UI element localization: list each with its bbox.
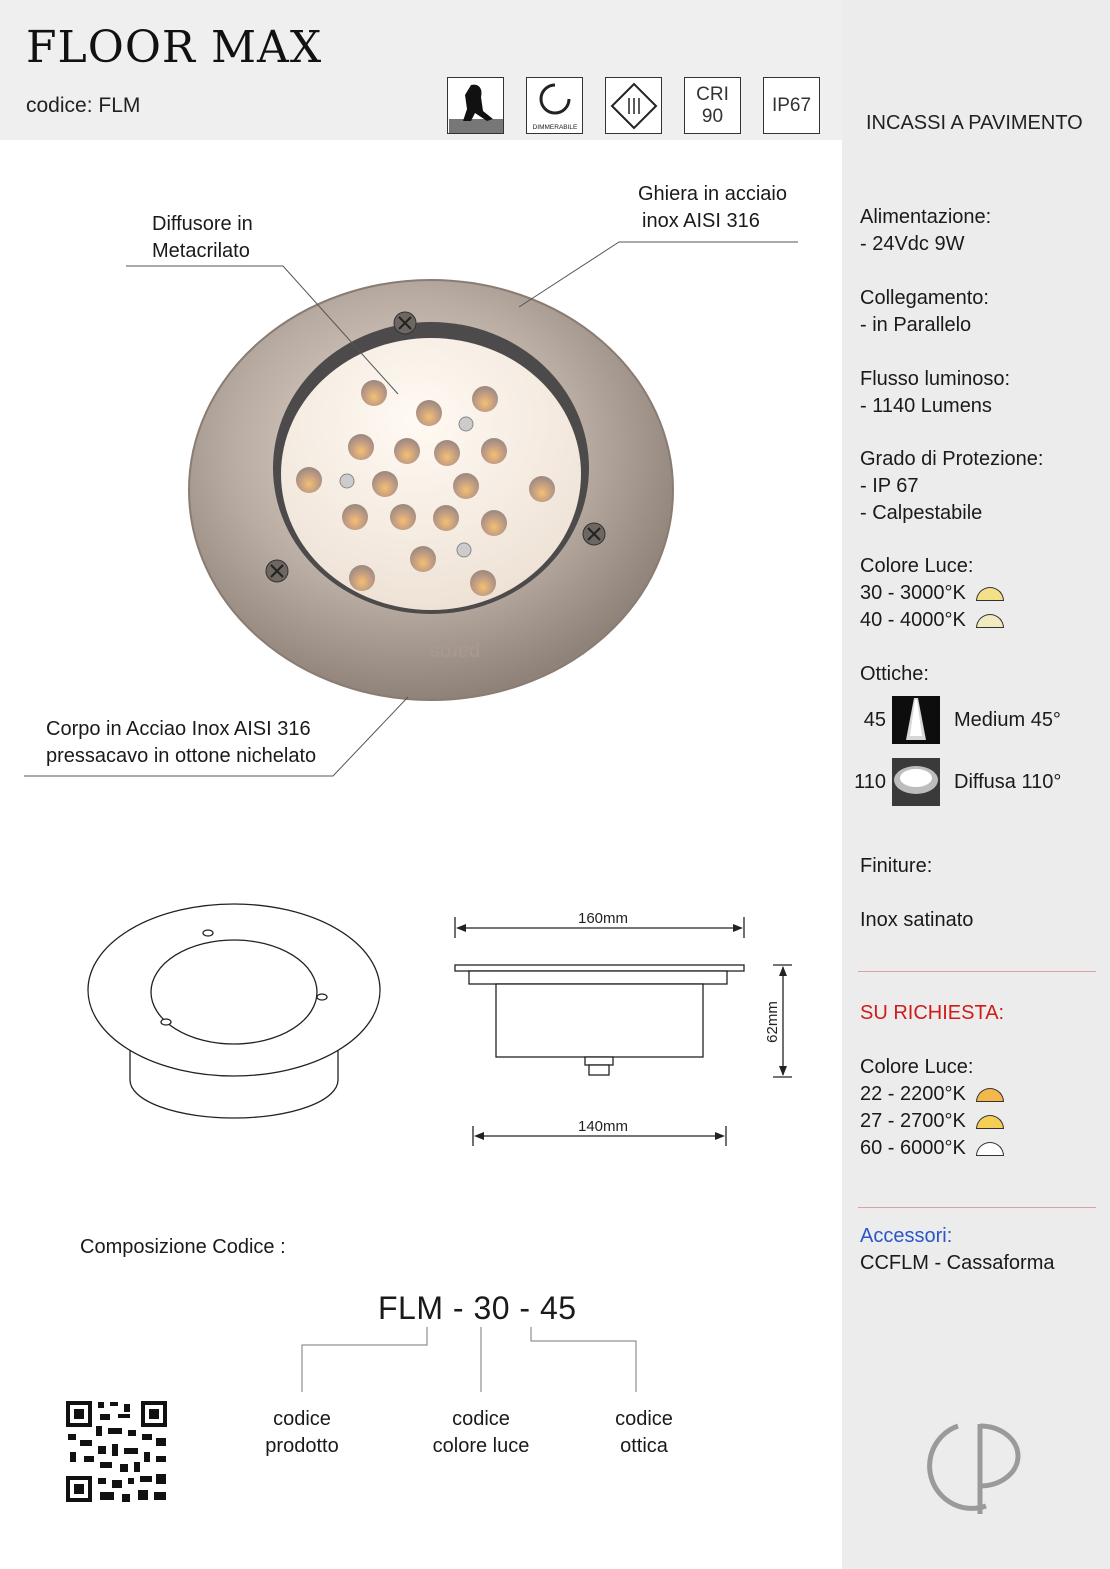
spec-light-color <box>860 553 1004 634</box>
spec-power <box>860 204 991 258</box>
ring-brand-mark: paros <box>429 641 481 663</box>
callout-diffuser <box>152 211 253 265</box>
code-separator: - <box>519 1290 531 1326</box>
spec-finish-title: Finiture: <box>860 855 933 877</box>
color-option <box>860 1081 1004 1108</box>
callout-diffuser-line1: Diffusore in <box>152 213 253 235</box>
color-option-label: 27 - 2700°K <box>860 1110 966 1132</box>
cri-value: 90 <box>701 105 724 127</box>
code-part-optic: 45 <box>539 1290 577 1326</box>
spec-flux-title: Flusso luminoso: <box>860 368 1011 390</box>
label-color-code <box>411 1406 551 1460</box>
spec-power-value: - 24Vdc 9W <box>860 233 965 255</box>
callout-body-line1: Corpo in Acciao Inox AISI 316 <box>46 718 311 740</box>
spec-finish-value: Inox satinato <box>860 909 974 931</box>
color-option <box>860 607 1004 634</box>
color-option <box>860 1135 1004 1162</box>
code-separator: - <box>452 1290 465 1326</box>
product-title: FLOOR MAX <box>26 22 323 73</box>
code-connector-lines <box>302 1327 636 1392</box>
divider <box>858 1207 1096 1208</box>
spec-flux <box>860 366 1010 420</box>
optic-option <box>852 758 1061 806</box>
label-product-line1: codice <box>273 1408 331 1430</box>
color-dome-icon <box>976 614 1004 628</box>
spec-connection-title: Collegamento: <box>860 287 989 309</box>
callout-body-line2: pressacavo in ottone nichelato <box>46 745 317 767</box>
code-part-product: FLM <box>378 1290 444 1326</box>
label-product-line2: prodotto <box>265 1435 339 1457</box>
accessories-value: CCFLM - Cassaforma <box>860 1252 1055 1274</box>
perspective-drawing <box>88 904 380 1118</box>
fixture-photo <box>189 280 673 700</box>
optic-option <box>852 696 1061 744</box>
optic-label: Diffusa 110° <box>954 770 1062 793</box>
dimension-top-width: 160mm <box>577 910 629 927</box>
color-dome-icon <box>976 1088 1004 1102</box>
code-value: FLM <box>98 94 141 117</box>
spec-power-title: Alimentazione: <box>860 206 992 228</box>
spec-protection-value1: - IP 67 <box>860 475 919 497</box>
cri-label: CRI <box>696 83 729 105</box>
color-option <box>860 1108 1004 1135</box>
label-product-code <box>232 1406 372 1460</box>
spec-optics-title: Ottiche: <box>860 663 929 685</box>
spec-on-request-colors <box>860 1054 1004 1162</box>
color-option-label: 30 - 3000°K <box>860 582 966 604</box>
callout-diffuser-line2: Metacrilato <box>152 240 250 262</box>
optic-code: 45 <box>863 708 886 731</box>
callout-ring-line2: inox AISI 316 <box>642 210 760 232</box>
color-option-label: 40 - 4000°K <box>860 609 966 631</box>
section-drawing <box>455 917 792 1146</box>
label-optic-code <box>574 1406 714 1460</box>
on-request-title: SU RICHIESTA: <box>860 1002 1005 1024</box>
label-optic-line2: ottica <box>620 1435 668 1457</box>
divider <box>858 971 1096 972</box>
color-dome-icon <box>976 1142 1004 1156</box>
category-label: INCASSI A PAVIMENTO <box>866 112 1083 134</box>
optic-label: Medium 45° <box>954 708 1061 731</box>
callout-ring-line1: Ghiera in acciaio <box>638 183 787 205</box>
brand-logo-icon <box>926 1418 1036 1518</box>
color-option <box>860 580 1004 607</box>
composition-title: Composizione Codice : <box>80 1236 286 1258</box>
spec-flux-value: - 1140 Lumens <box>860 395 992 417</box>
spec-protection-title: Grado di Protezione: <box>860 448 1044 470</box>
spec-connection <box>860 285 989 339</box>
callout-body <box>46 716 316 770</box>
wide-beam-icon <box>892 758 940 806</box>
code-part-color: 30 <box>473 1290 511 1326</box>
ip-label: IP67 <box>771 94 812 116</box>
dimmable-text: DIMMERABILE <box>532 123 577 131</box>
spec-protection <box>860 446 1043 527</box>
color-option-label: 60 - 6000°K <box>860 1137 966 1159</box>
color-dome-icon <box>976 1115 1004 1129</box>
spec-protection-value2: - Calpestabile <box>860 502 983 524</box>
composed-code <box>378 1290 577 1327</box>
dimension-bottom-width: 140mm <box>577 1118 629 1135</box>
spec-light-color-title: Colore Luce: <box>860 555 974 577</box>
accessories-title: Accessori: <box>860 1225 953 1247</box>
optic-code: 110 <box>854 770 886 793</box>
qr-code-icon <box>65 1400 168 1503</box>
code-label: codice: <box>26 94 93 117</box>
color-dome-icon <box>976 587 1004 601</box>
dimension-height: 62mm <box>764 1001 781 1043</box>
label-color-line2: colore luce <box>432 1435 530 1457</box>
color-option-label: 22 - 2200°K <box>860 1083 966 1105</box>
callout-ring <box>638 181 787 235</box>
spec-connection-value: - in Parallelo <box>860 314 972 336</box>
on-request-color-title: Colore Luce: <box>860 1056 974 1078</box>
label-color-line1: codice <box>452 1408 510 1430</box>
narrow-beam-icon <box>892 696 940 744</box>
label-optic-line1: codice <box>615 1408 673 1430</box>
